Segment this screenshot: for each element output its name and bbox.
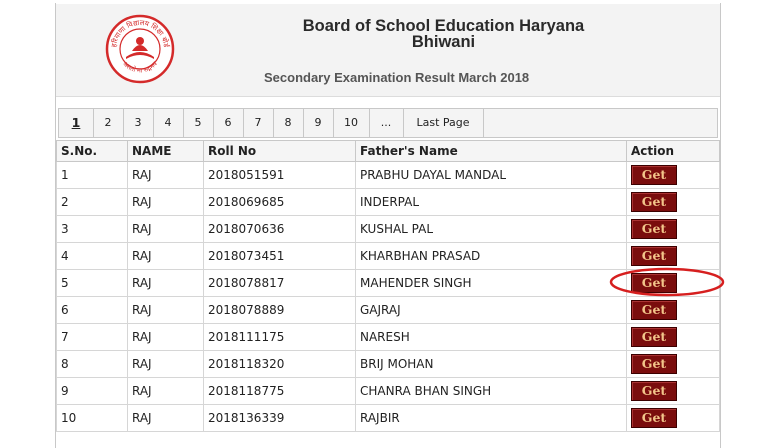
table-row — [57, 405, 720, 432]
page-link-3[interactable]: 3 — [123, 109, 154, 137]
get-result-button[interactable]: Get — [631, 165, 677, 185]
page-link-10[interactable]: 10 — [333, 109, 370, 137]
cell-father: BRIJ MOHAN — [356, 351, 627, 378]
page-link-4[interactable]: 4 — [153, 109, 184, 137]
get-result-button[interactable]: Get — [631, 300, 677, 320]
cell-roll: 2018078817 — [204, 270, 356, 297]
get-result-button[interactable]: Get — [631, 327, 677, 347]
table-row — [57, 216, 720, 243]
col-name: NAME — [128, 141, 204, 162]
cell-action — [627, 243, 720, 270]
get-result-button[interactable]: Get — [631, 192, 677, 212]
cell-action — [627, 297, 720, 324]
cell-sno: 4 — [57, 243, 128, 270]
get-result-button[interactable]: Get — [631, 354, 677, 374]
page-link-7[interactable]: 7 — [243, 109, 274, 137]
cell-roll: 2018118320 — [204, 351, 356, 378]
results-table — [56, 140, 720, 432]
cell-roll: 2018136339 — [204, 405, 356, 432]
board-title-line1: Board of School Education Haryana — [302, 17, 585, 35]
table-row — [57, 378, 720, 405]
col-roll: Roll No — [204, 141, 356, 162]
cell-roll: 2018070636 — [204, 216, 356, 243]
cell-name: RAJ — [128, 378, 204, 405]
table-row — [57, 243, 720, 270]
exam-title: Secondary Examination Result March 2018 — [264, 70, 530, 85]
page-link-8[interactable]: 8 — [273, 109, 304, 137]
page-link-more[interactable]: ... — [369, 109, 404, 137]
table-header-row — [57, 141, 720, 162]
cell-sno: 5 — [57, 270, 128, 297]
cell-name: RAJ — [128, 270, 204, 297]
board-title — [0, 18, 765, 50]
logo-text-bottom: असतो मा सद्गमय — [121, 59, 159, 75]
cell-name: RAJ — [128, 189, 204, 216]
cell-action — [627, 162, 720, 189]
table-row — [57, 324, 720, 351]
cell-name: RAJ — [128, 351, 204, 378]
cell-father: MAHENDER SINGH — [356, 270, 627, 297]
cell-name: RAJ — [128, 162, 204, 189]
cell-name: RAJ — [128, 243, 204, 270]
cell-sno: 3 — [57, 216, 128, 243]
cell-roll: 2018111175 — [204, 324, 356, 351]
cell-roll: 2018069685 — [204, 189, 356, 216]
table-row — [57, 297, 720, 324]
cell-sno: 7 — [57, 324, 128, 351]
cell-name: RAJ — [128, 405, 204, 432]
cell-action — [627, 270, 720, 297]
cell-sno: 8 — [57, 351, 128, 378]
cell-roll: 2018118775 — [204, 378, 356, 405]
table-row — [57, 270, 720, 297]
cell-action — [627, 351, 720, 378]
cell-sno: 1 — [57, 162, 128, 189]
cell-father: INDERPAL — [356, 189, 627, 216]
cell-name: RAJ — [128, 297, 204, 324]
cell-sno: 6 — [57, 297, 128, 324]
cell-sno: 9 — [57, 378, 128, 405]
page-link-5[interactable]: 5 — [183, 109, 214, 137]
cell-sno: 2 — [57, 189, 128, 216]
cell-action — [627, 216, 720, 243]
get-result-button[interactable]: Get — [631, 219, 677, 239]
page-link-6[interactable]: 6 — [213, 109, 244, 137]
table-row — [57, 189, 720, 216]
cell-father: KUSHAL PAL — [356, 216, 627, 243]
table-row — [57, 351, 720, 378]
cell-father: RAJBIR — [356, 405, 627, 432]
col-sno: S.No. — [57, 141, 128, 162]
cell-father: GAJRAJ — [356, 297, 627, 324]
page-link-last[interactable]: Last Page — [403, 109, 484, 137]
get-result-button[interactable]: Get — [631, 381, 677, 401]
get-result-button[interactable]: Get — [631, 273, 677, 293]
page-link-2[interactable]: 2 — [93, 109, 124, 137]
cell-action — [627, 378, 720, 405]
cell-action — [627, 405, 720, 432]
get-result-button[interactable]: Get — [631, 408, 677, 428]
col-action: Action — [627, 141, 720, 162]
cell-name: RAJ — [128, 216, 204, 243]
cell-roll: 2018078889 — [204, 297, 356, 324]
cell-roll: 2018073451 — [204, 243, 356, 270]
col-father: Father's Name — [356, 141, 627, 162]
cell-father: KHARBHAN PRASAD — [356, 243, 627, 270]
cell-roll: 2018051591 — [204, 162, 356, 189]
cell-action — [627, 189, 720, 216]
page-link-1[interactable]: 1 — [59, 109, 94, 137]
cell-name: RAJ — [128, 324, 204, 351]
pagination-bar — [58, 108, 718, 138]
get-result-button[interactable]: Get — [631, 246, 677, 266]
cell-father: NARESH — [356, 324, 627, 351]
cell-action — [627, 324, 720, 351]
cell-sno: 10 — [57, 405, 128, 432]
cell-father: PRABHU DAYAL MANDAL — [356, 162, 627, 189]
cell-father: CHANRA BHAN SINGH — [356, 378, 627, 405]
table-row — [57, 162, 720, 189]
board-title-line2: Bhiwani — [411, 33, 476, 51]
page-link-9[interactable]: 9 — [303, 109, 334, 137]
logo-text-top: हरियाणा विद्यालय शिक्षा बोर्ड — [110, 18, 170, 48]
